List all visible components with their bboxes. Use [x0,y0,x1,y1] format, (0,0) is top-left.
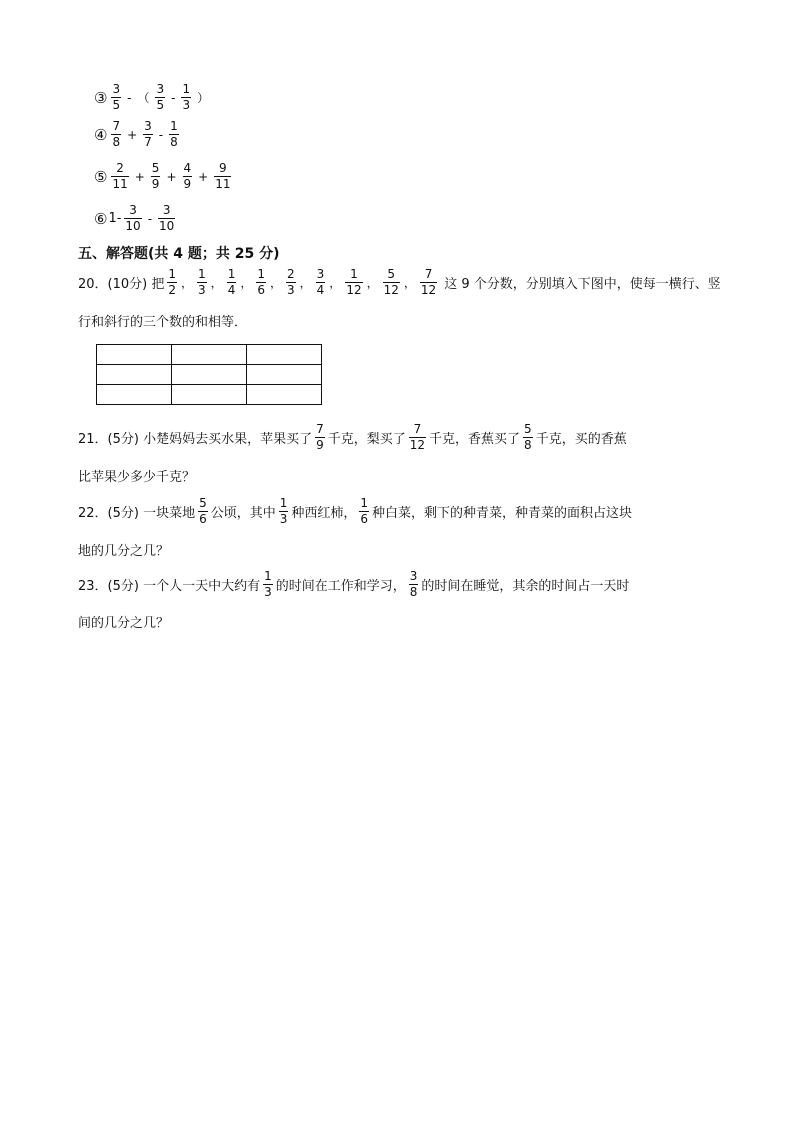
operator: + [127,127,138,142]
fraction: $\frac{1}{8}$ [170,119,178,149]
fraction: $\frac{5}{9}$ [151,161,160,191]
item-marker: ⑥ [94,209,108,228]
fraction: $\frac{3}{8}$ [409,569,418,599]
fraction: $\frac{2}{3}$ [287,267,295,297]
right-paren: ） [197,91,210,105]
fraction: $\frac{3}{10}$ [125,203,141,233]
operator: - [127,90,132,105]
fraction: $\frac{4}{9}$ [183,161,192,191]
item-marker: ③ [94,88,108,107]
q21-text: 千克，买的香蕉 [535,432,627,447]
fraction: $\frac{5}{8}$ [524,422,532,452]
fraction: $\frac{1}{3}$ [279,496,288,526]
grid-cell[interactable] [247,365,322,385]
fraction: $\frac{1}{3}$ [198,267,206,297]
lead-term: 1- [108,211,122,226]
q20-prefix: 20．(10分) 把 [78,277,165,292]
fraction: $\frac{5}{12}$ [383,267,399,297]
question-21-line-1 [78,423,627,452]
fraction: $\frac{1}{6}$ [360,496,369,526]
q22-text: 种白菜，剩下的种青菜，种青菜的面积占这块 [372,506,633,521]
grid-cell[interactable] [97,345,172,365]
operator: - [171,90,176,105]
fraction: $\frac{1}{3}$ [264,569,272,599]
question-23-line-2: 间的几分之几？ [78,616,170,631]
grid-cell[interactable] [97,385,172,405]
expression-3 [94,83,212,112]
q21-text: 21．(5分) 小楚妈妈去买水果，苹果买了 [78,432,313,447]
fraction: $\frac{1}{12}$ [346,267,362,297]
question-20-line-1: 20．(10分) 把 $\frac{1}{2}$ ， $\frac{1}{3}$ ， $\frac{1}{4}$ ， $\frac{1}{6}$ ， $\frac{2}{3}$ ， $\frac{3}{4}$ ， $\frac{1}{12}$ ， $\frac{5}{12}$ ， $\frac{7}{12}$ 这 9 个分数，分别填入下图中，使每一横行、竖 [78,267,721,297]
operator: + [198,169,209,184]
grid-cell[interactable] [247,345,322,365]
q22-text: 公顷，其中 [210,506,276,521]
operator: - [158,127,164,142]
fraction: $\frac{3}{4}$ [316,267,325,297]
item-marker: ④ [94,125,108,144]
q20-suffix: 这 9 个分数，分别填入下图中，使每一横行、竖 [444,277,721,292]
grid-cell[interactable] [172,345,247,365]
fraction: $\frac{9}{11}$ [215,161,231,191]
item-marker: ⑤ [94,167,108,186]
q22-text: 22．(5分) 一块菜地 [78,506,196,521]
q23-text: 的时间在睡觉，其余的时间占一天时 [421,579,630,594]
question-22-line-2: 地的几分之几？ [78,544,170,559]
grid-cell[interactable] [247,385,322,405]
question-22-line-1 [78,497,632,526]
fraction: $\frac{7}{8}$ [112,119,121,149]
expression-5 [94,162,234,191]
fraction: $\frac{1}{3}$ [182,82,191,112]
q22-text: 种西红柿， [291,506,357,521]
operator: + [166,169,177,184]
q21-text: 千克，香蕉买了 [429,432,521,447]
answer-grid [96,344,322,405]
left-paren: （ [137,91,150,105]
grid-cell[interactable] [172,385,247,405]
fraction: $\frac{3}{10}$ [159,203,175,233]
fraction: $\frac{7}{9}$ [316,422,324,452]
fraction: $\frac{7}{12}$ [420,267,437,297]
question-21-line-2: 比苹果少多少千克？ [78,470,196,485]
question-20-line-2: 行和斜行的三个数的和相等． [78,315,248,330]
expression-6 [94,204,178,233]
grid-cell[interactable] [172,365,247,385]
expression-4 [94,120,182,149]
q21-text: 千克，梨买了 [327,432,406,447]
fraction: $\frac{1}{2}$ [168,267,177,297]
operator: + [134,169,145,184]
fraction: $\frac{2}{11}$ [112,161,128,191]
fraction: $\frac{3}{5}$ [156,82,165,112]
fraction: $\frac{5}{6}$ [199,496,207,526]
fraction: $\frac{1}{6}$ [257,267,265,297]
section-title: 五、解答题(共 4 题；共 25 分) [78,246,280,262]
question-23-line-1 [78,570,629,599]
fraction: $\frac{1}{4}$ [227,267,236,297]
fraction: $\frac{7}{12}$ [409,422,426,452]
grid-cell[interactable] [97,365,172,385]
q23-text: 23．(5分) 一个人一天中大约有 [78,579,261,594]
fraction: $\frac{3}{7}$ [144,119,152,149]
operator: - [147,211,153,226]
q23-text: 的时间在工作和学习， [275,579,406,594]
fraction: $\frac{3}{5}$ [112,82,121,112]
